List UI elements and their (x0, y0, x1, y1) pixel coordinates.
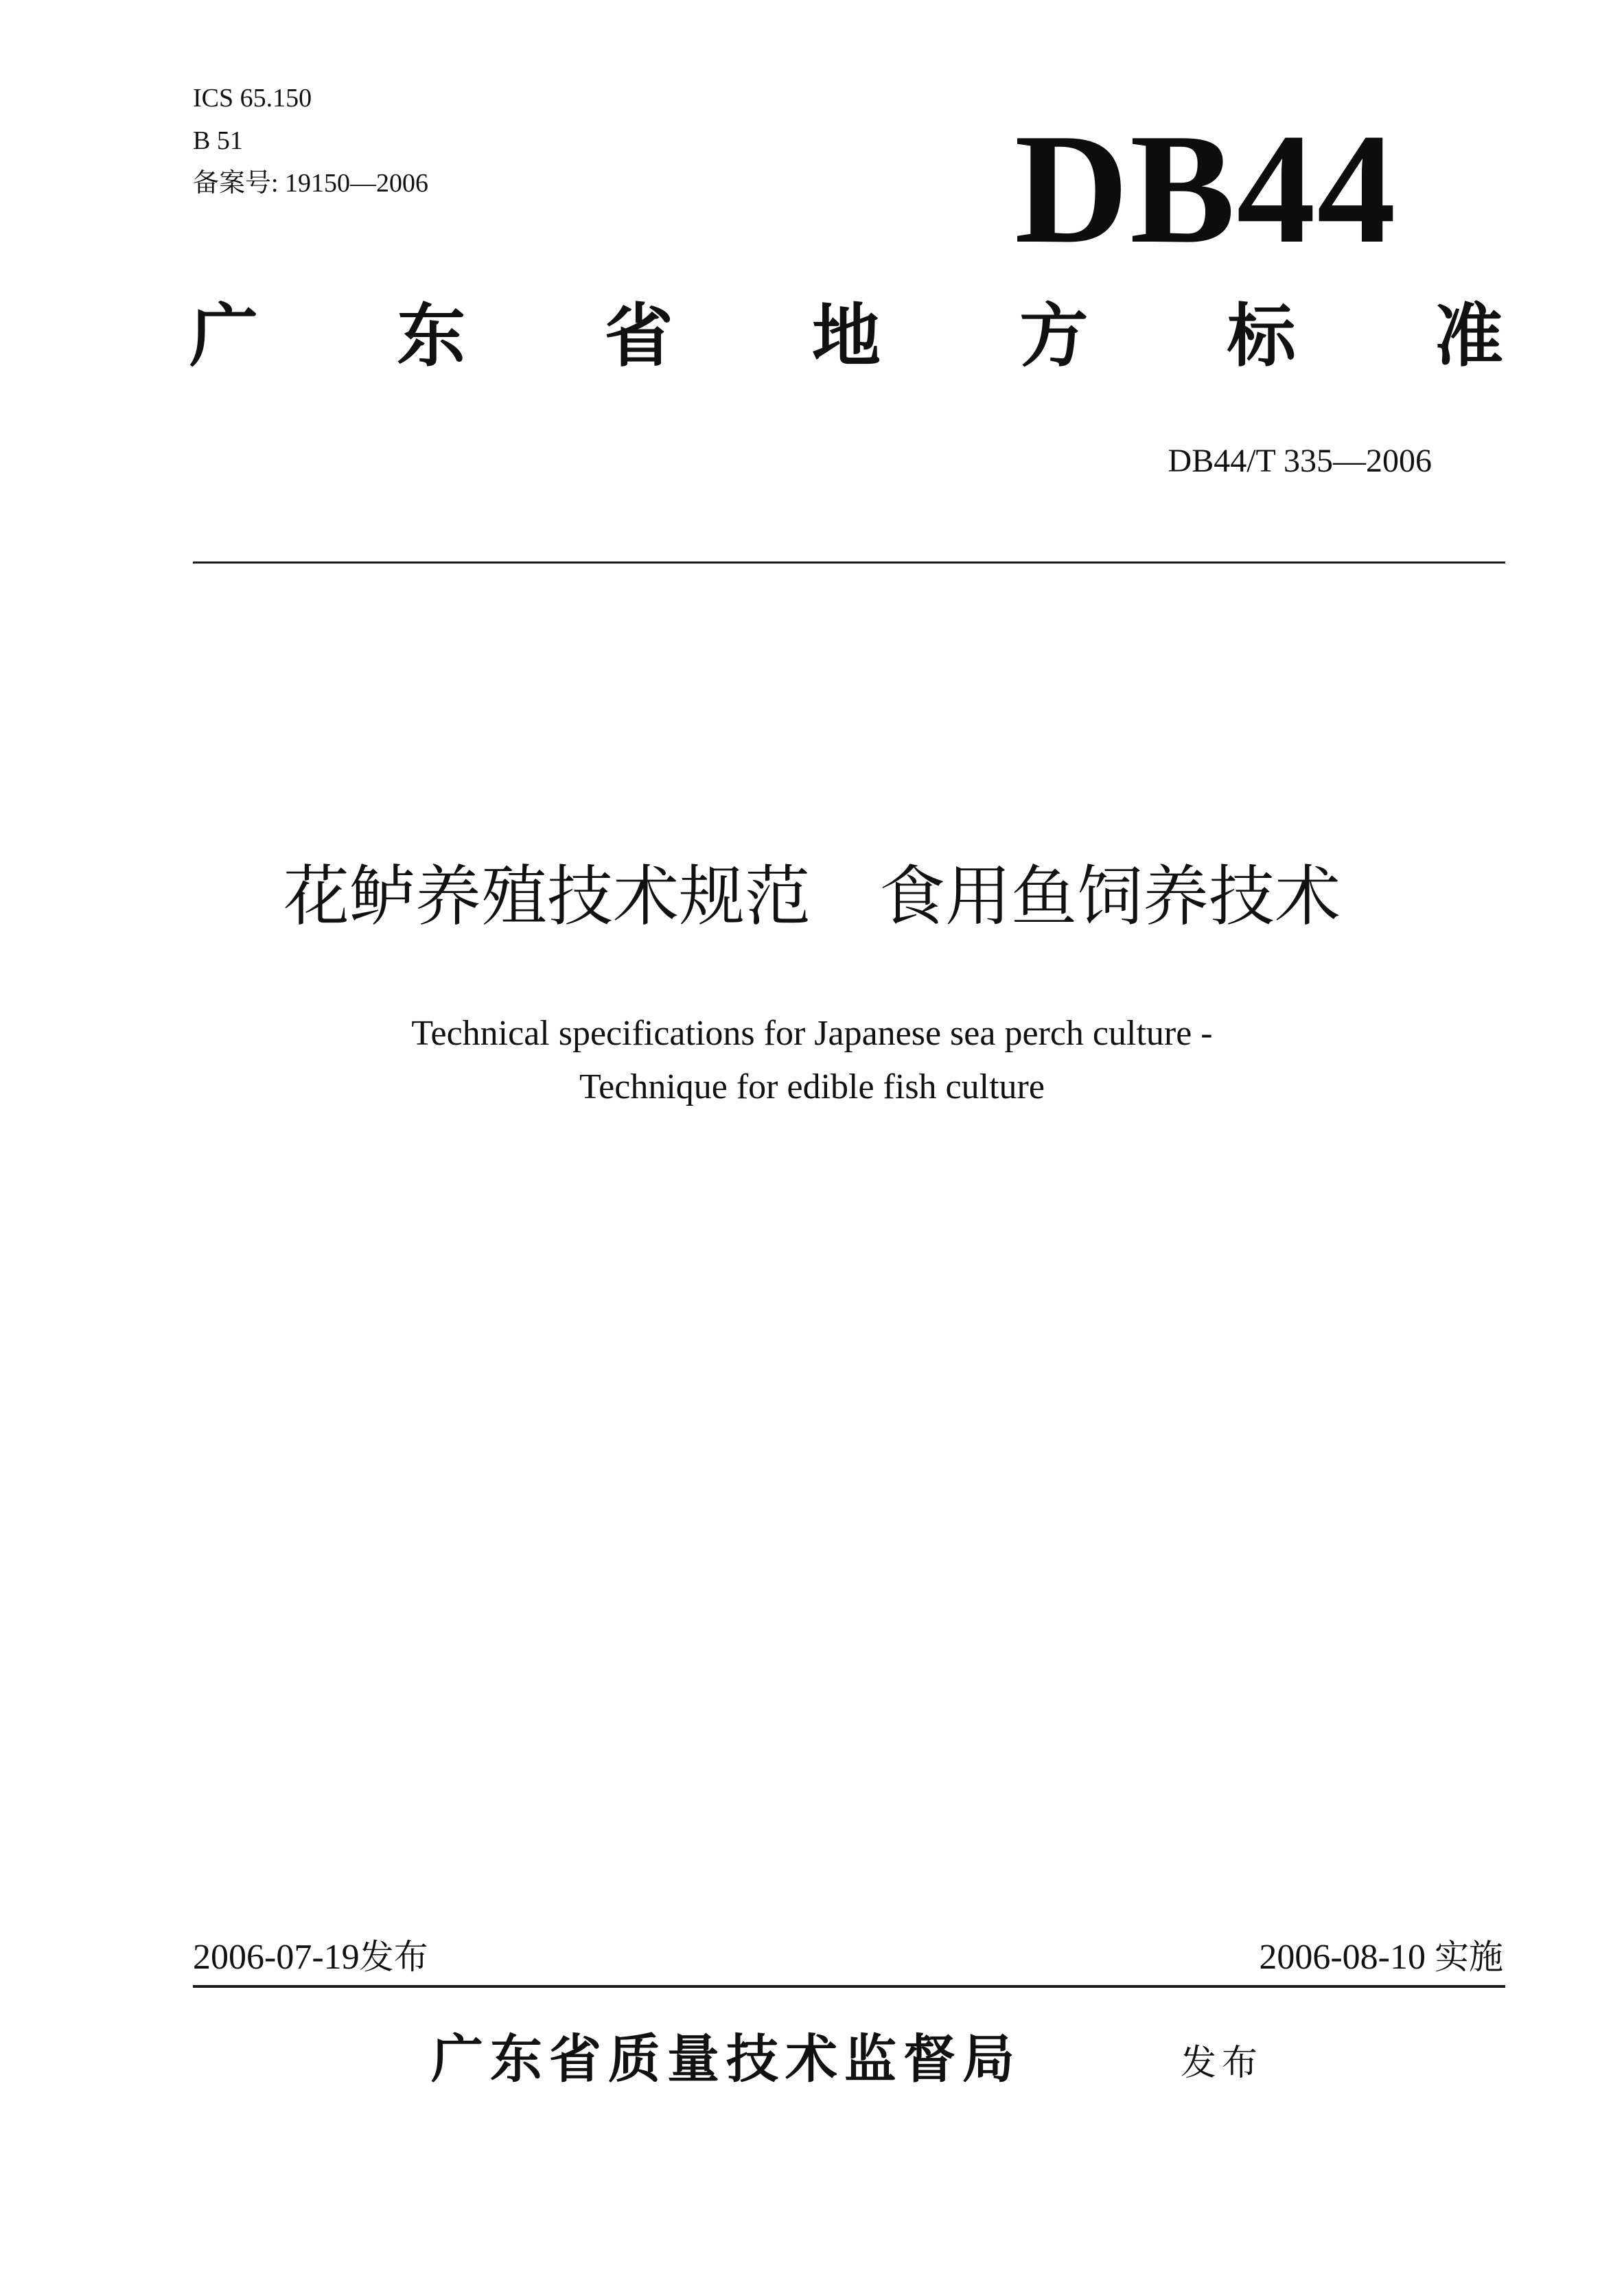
issuing-authority: 广东省质量技术监督局 (431, 2028, 1021, 2089)
standard-type-char: 地 (811, 296, 881, 376)
implementation-label: 实施 (1435, 1937, 1503, 1977)
filing-number: 备案号: 19150—2006 (193, 169, 429, 198)
standard-number: DB44/T 335—2006 (1168, 443, 1432, 479)
standard-type-char: 广 (189, 296, 258, 376)
chinese-title (0, 858, 1624, 935)
ccs-code: B 51 (193, 126, 243, 155)
issue-label: 发布 (359, 1937, 428, 1977)
ics-code: ICS 65.150 (193, 84, 312, 113)
standard-type-char: 东 (397, 296, 466, 376)
standard-type-char: 省 (604, 296, 673, 376)
implementation-date-line (1259, 1937, 1503, 1977)
chinese-title-part2: 食用鱼饲养技术 (879, 858, 1341, 935)
issue-date: 2006-07-19 (193, 1938, 360, 1977)
standard-type-char: 准 (1434, 296, 1503, 376)
standard-type-heading (189, 296, 1503, 376)
chinese-title-part1: 花鲈养殖技术规范 (283, 858, 811, 935)
standard-type-char: 方 (1019, 296, 1089, 376)
header-divider (193, 561, 1505, 564)
implementation-date: 2006-08-10 (1259, 1938, 1426, 1977)
english-title-line-1: Technical specifications for Japanese sea perch culture - (411, 1014, 1213, 1053)
standard-type-char: 标 (1227, 296, 1296, 376)
db44-logo: DB44 (1014, 101, 1397, 276)
issue-date-line (193, 1937, 428, 1977)
english-title-line-2: Technique for edible fish culture (579, 1067, 1045, 1106)
footer-divider (193, 1985, 1505, 1988)
issuing-authority-suffix: 发布 (1181, 2043, 1264, 2084)
